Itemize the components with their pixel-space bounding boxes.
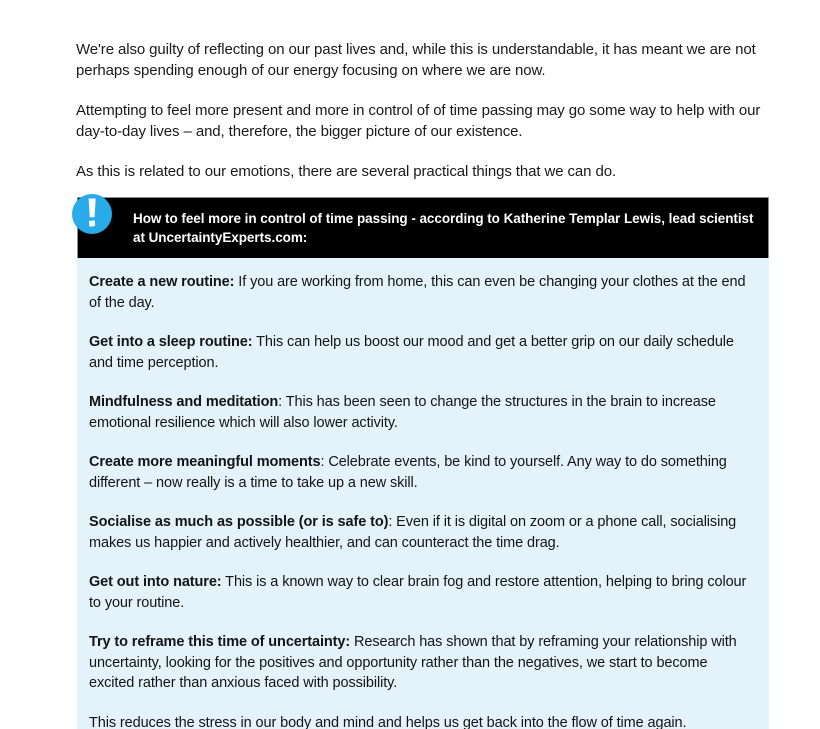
- callout-title: How to feel more in control of time passing - according to Katherine Templar Lewis, lead scientist at UncertaintyExperts.com:: [133, 211, 754, 245]
- tip-label: Try to reframe this time of uncertainty:: [89, 634, 351, 650]
- paragraph: As this is related to our emotions, there are several practical things that we can do.: [76, 163, 617, 180]
- tip-label: Get into a sleep routine:: [89, 334, 253, 350]
- tip-item: [89, 572, 756, 613]
- article-intro: [76, 40, 768, 183]
- tip-text: : Even if it is digital on zoom or a phone call, socialising makes us happier and actively healthier, and can counteract the time drag.: [89, 514, 737, 551]
- tip-item: [89, 332, 756, 373]
- tip-text: This can help us boost our mood and get a better grip on our daily schedule and time perception.: [89, 334, 734, 371]
- callout-header: [77, 197, 769, 258]
- callout-closing: This reduces the stress in our body and mind and helps us get back into the flow of time again.: [89, 714, 687, 729]
- tip-text: : This has been seen to change the structures in the brain to increase emotional resilience which will also lower activity.: [89, 394, 716, 431]
- tip-text: : Celebrate events, be kind to yourself. Any way to do something different – now really is a time to take up a new skill.: [89, 454, 727, 491]
- tip-text: This is a known way to clear brain fog and restore attention, helping to bring colour to your routine.: [89, 574, 747, 611]
- tip-text: Research has shown that by reframing your relationship with uncertainty, looking for the positives and opportunity rather than the negatives, we start to become excited rather than anxious faced with possibility.: [89, 634, 737, 691]
- tip-label: Mindfulness and meditation: [89, 394, 279, 410]
- callout-body: [77, 258, 769, 729]
- tip-label: Create more meaningful moments: [89, 454, 321, 470]
- tip-item: [89, 632, 756, 694]
- tip-item: [89, 452, 756, 493]
- paragraph: Attempting to feel more present and more in control of of time passing may go some way to help with our day-to-day lives – and, therefore, the bigger picture of our existence.: [76, 102, 761, 140]
- tip-item: [89, 512, 756, 553]
- tip-item: [89, 272, 756, 313]
- tip-label: Create a new routine:: [89, 274, 235, 290]
- exclamation-circle-icon: [71, 193, 113, 235]
- tip-label: Socialise as much as possible (or is safe to): [89, 514, 389, 530]
- tip-text: If you are working from home, this can even be changing your clothes at the end of the day.: [89, 274, 746, 311]
- tips-callout: [77, 197, 769, 729]
- tip-item: [89, 392, 756, 433]
- tip-label: Get out into nature:: [89, 574, 222, 590]
- paragraph: We're also guilty of reflecting on our past lives and, while this is understandable, it has meant we are not perhaps spending enough of our energy focusing on where we are now.: [76, 41, 756, 79]
